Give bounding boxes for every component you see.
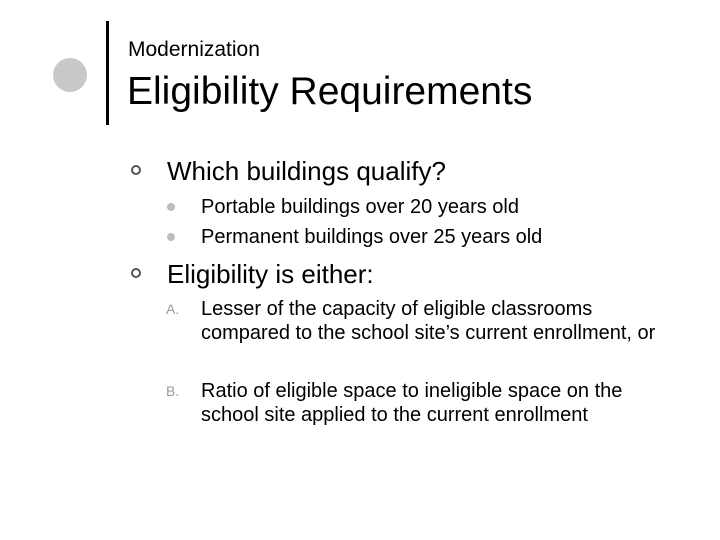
filled-circle-bullet-icon — [167, 203, 175, 211]
item-letter: B. — [166, 383, 180, 399]
decorative-dot — [53, 58, 87, 92]
slide-title: Eligibility Requirements — [127, 70, 533, 113]
filled-circle-bullet-icon — [167, 233, 175, 241]
bullet-text: Which buildings qualify? — [167, 156, 446, 186]
numbered-sub-text: Lesser of the capacity of eligible classrooms compared to the school site’s current enrollment, or — [201, 298, 656, 344]
sub-bullet-text: Permanent buildings over 25 years old — [201, 226, 543, 248]
sub-bullet-text: Portable buildings over 20 years old — [201, 196, 519, 218]
hollow-circle-bullet-icon — [131, 268, 141, 278]
title-divider — [106, 21, 109, 125]
hollow-circle-bullet-icon — [131, 165, 141, 175]
slide-subtitle: Modernization — [128, 38, 260, 61]
item-letter: A. — [166, 301, 180, 317]
numbered-sub-text: Ratio of eligible space to ineligible space on the school site applied to the current enrollment — [201, 380, 623, 426]
bullet-text: Eligibility is either: — [167, 259, 374, 289]
